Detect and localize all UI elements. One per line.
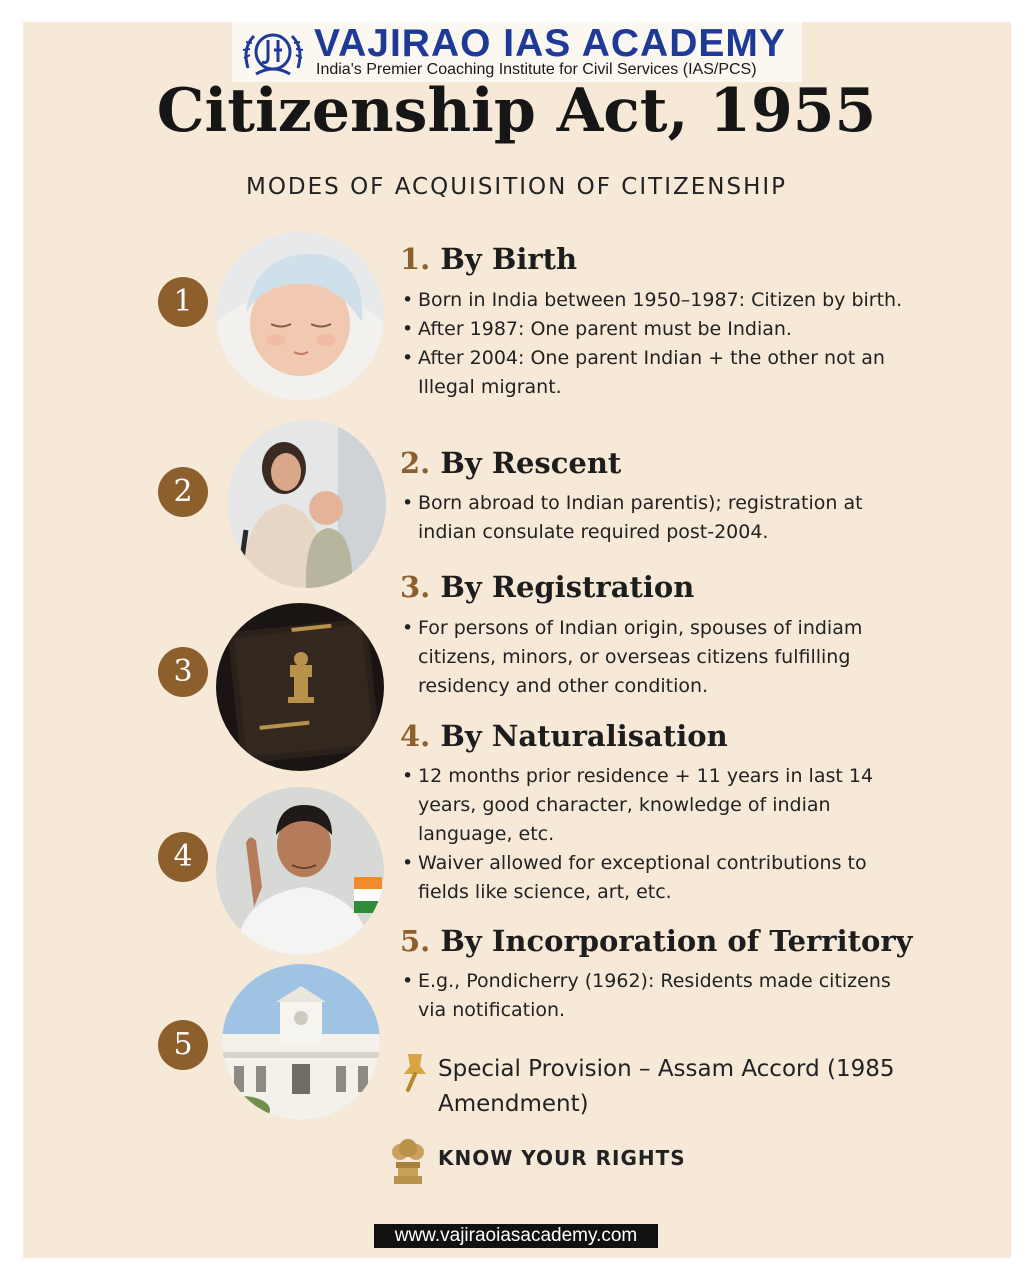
section-title: By Registration bbox=[440, 570, 695, 604]
special-provision-text: Special Provision – Assam Accord (1985 Amendment) bbox=[438, 1056, 895, 1117]
bullet-item: • 12 months prior residence + 11 years in last 14 years, good character, knowledge of indian language, etc. bbox=[400, 762, 910, 849]
section-number: 5. bbox=[400, 924, 431, 958]
section-heading-birth bbox=[400, 242, 577, 276]
registration-bullets bbox=[400, 614, 910, 701]
page-subtitle: MODES OF ACQUISITION OF CITIZENSHIP bbox=[245, 174, 788, 200]
sleeping-baby-image bbox=[216, 232, 384, 400]
bullet-item: • For persons of Indian origin, spouses of indiam citizens, minors, or overseas citizens fulfilling residency and other condition. bbox=[400, 614, 910, 701]
pushpin-icon bbox=[398, 1052, 432, 1092]
section-number: 4. bbox=[400, 719, 431, 753]
section-heading-descent bbox=[400, 446, 621, 480]
section-title: By Incorporation of Territory bbox=[440, 924, 913, 958]
number-badge-5: 5 bbox=[158, 1020, 208, 1070]
number-badge-3: 3 bbox=[158, 647, 208, 697]
section-heading-incorporation bbox=[400, 924, 912, 958]
section-title: By Naturalisation bbox=[440, 719, 728, 753]
section-title: By Rescent bbox=[440, 446, 622, 480]
incorporation-bullets bbox=[400, 967, 910, 1025]
bullet-item: • Waiver allowed for exceptional contributions to fields like science, art, etc. bbox=[400, 849, 910, 907]
bullet-item: • Born in India between 1950–1987: Citizen by birth. bbox=[400, 286, 910, 315]
section-heading-registration bbox=[400, 570, 694, 604]
bullet-item: • Born abroad to Indian parentis); registration at indian consulate required post-2004. bbox=[400, 489, 910, 547]
bullet-item: • After 1987: One parent must be Indian. bbox=[400, 315, 910, 344]
section-number: 3. bbox=[400, 570, 431, 604]
number-badge-4: 4 bbox=[158, 832, 208, 882]
section-heading-naturalisation bbox=[400, 719, 728, 753]
section-title: By Birth bbox=[440, 242, 578, 276]
descent-bullets bbox=[400, 489, 910, 547]
academy-name: VAJIRAO IAS ACADEMY bbox=[314, 22, 786, 65]
birth-bullets bbox=[400, 286, 910, 402]
number-badge-1: 1 bbox=[158, 277, 208, 327]
bullet-item: • After 2004: One parent Indian + the other not an Illegal migrant. bbox=[400, 344, 910, 402]
academy-emblem-icon bbox=[240, 28, 306, 80]
man-taking-oath-image bbox=[216, 787, 384, 955]
bullet-item: • E.g., Pondicherry (1962): Residents made citizens via notification. bbox=[400, 967, 910, 1025]
page-title: Citizenship Act, 1955 bbox=[156, 76, 877, 146]
number-badge-2: 2 bbox=[158, 467, 208, 517]
website-url[interactable]: www.vajiraoiasacademy.com bbox=[374, 1224, 658, 1248]
government-building-image bbox=[222, 964, 380, 1120]
section-number: 1. bbox=[400, 242, 431, 276]
mother-and-baby-image bbox=[228, 420, 386, 588]
indian-passport-image bbox=[216, 603, 384, 771]
naturalisation-bullets bbox=[400, 762, 910, 907]
section-number: 2. bbox=[400, 446, 431, 480]
know-your-rights-label: KNOW YOUR RIGHTS bbox=[438, 1146, 686, 1170]
ashoka-emblem-icon bbox=[388, 1132, 428, 1188]
academy-tagline: India's Premier Coaching Institute for Civil Services (IAS/PCS) bbox=[316, 61, 757, 78]
